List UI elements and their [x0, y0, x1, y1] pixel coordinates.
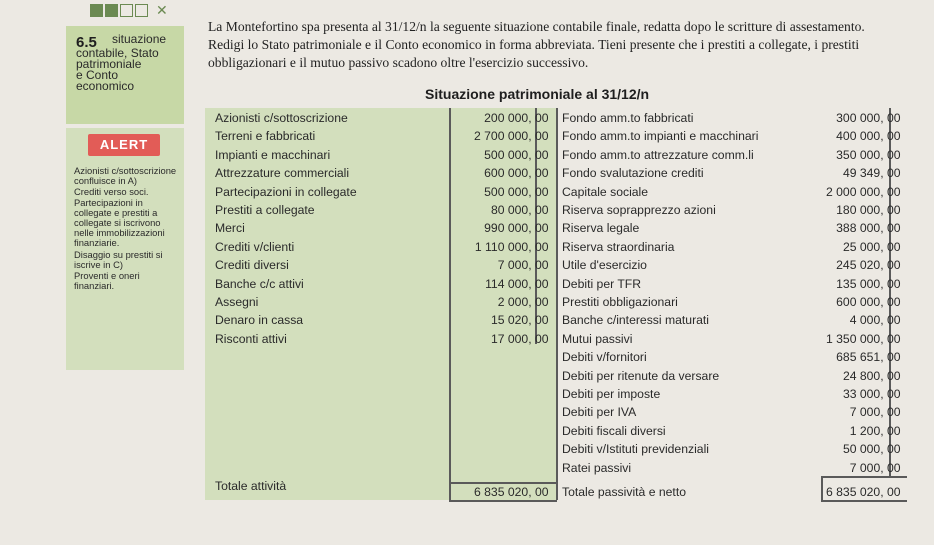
amount-decimal: 00: [535, 147, 549, 162]
liability-amount: 7 000, 00: [805, 403, 905, 421]
liability-label: Debiti per TFR: [562, 276, 642, 291]
liability-amount: 245 020, 00: [805, 256, 905, 274]
liability-amount: 24 800, 00: [805, 367, 905, 385]
liability-label: Fondo svalutazione crediti: [562, 166, 704, 181]
total-assets-label: Totale attività: [215, 479, 287, 493]
asset-amount: 500 000, 00: [449, 146, 553, 164]
liability-amount: 388 000, 00: [805, 219, 905, 237]
amount-decimal: 00: [535, 129, 549, 144]
amount-integer: 685 651: [836, 350, 881, 365]
amount-integer: 180 000: [836, 203, 881, 217]
amount-integer: 7 000: [497, 258, 529, 273]
empty-square-icon: [135, 4, 148, 17]
amount-integer: 2 000 000: [825, 184, 881, 199]
asset-label: Impianti e macchinari: [215, 147, 331, 162]
exercise-instructions: La Montefortino spa presenta al 31/12/n la seguente situazione contabile finale, redatta dopo le scritture di assestamento. Redigi lo Stato patrimoniale e il Conto economico in forma abbreviata. Tieni presente che i prestiti a collegate, i prestiti obbligazionari e il mutuo passivo scadono oltre l'esercizio successivo.: [208, 19, 865, 71]
amount-decimal: 00: [887, 276, 901, 291]
amount-integer: 7 000: [849, 460, 881, 475]
liability-amount: 33 000, 00: [805, 385, 905, 403]
amount-decimal: 00: [887, 184, 901, 199]
amount-decimal: 00: [887, 368, 901, 383]
amount-integer: 600 000: [836, 295, 881, 309]
amount-integer: 114 000: [485, 276, 529, 291]
amount-decimal: 00: [887, 147, 901, 162]
asset-label: Terreni e fabbricati: [215, 129, 316, 144]
amount-decimal: 00: [887, 460, 901, 475]
amount-decimal: 00: [887, 313, 901, 328]
asset-label: Partecipazioni in collegate: [215, 184, 357, 199]
liability-amount: 350 000, 00: [805, 146, 905, 164]
amount-integer: 80 000: [490, 203, 529, 217]
amount-decimal: 00: [535, 331, 549, 346]
liability-label: Debiti per ritenute da versare: [562, 368, 720, 383]
amount-integer: 50 000: [842, 442, 881, 457]
alert-badge: ALERT: [88, 134, 160, 156]
amount-integer: 33 000: [842, 387, 881, 401]
amount-integer: 1 110 000: [474, 239, 529, 254]
asset-label: Azionisti c/sottoscrizione: [215, 111, 348, 125]
asset-amount: 200 000, 00: [449, 109, 553, 127]
asset-label: Risconti attivi: [215, 331, 287, 346]
amount-decimal: 00: [535, 295, 549, 309]
amount-integer: 7 000: [849, 405, 881, 420]
liability-label: Prestiti obbligazionari: [562, 295, 678, 309]
asset-amount: 15 020, 00: [449, 311, 553, 329]
alert-note: Disaggio su prestiti si iscrive in C): [74, 248, 163, 270]
amount-decimal: 00: [535, 221, 549, 236]
column-divider: [556, 108, 558, 500]
asset-amount: 500 000, 00: [449, 183, 553, 201]
filled-square-icon: [105, 4, 118, 17]
amount-decimal: 00: [887, 239, 901, 254]
exercise-title-line: e Conto: [76, 68, 119, 82]
asset-label: Denaro in cassa: [215, 313, 304, 328]
liability-label: Riserva straordinaria: [562, 239, 675, 254]
liability-amount: 25 000, 00: [805, 238, 905, 256]
liability-amount: 300 000, 00: [805, 109, 905, 127]
amount-decimal: 00: [535, 239, 549, 254]
amount-integer: 350 000: [836, 147, 881, 162]
asset-amount: 1 110 000, 00: [449, 238, 553, 256]
liability-label: Fondo amm.to attrezzature comm.li: [562, 147, 754, 162]
liability-amount: 2 000 000, 00: [805, 183, 905, 201]
header-decoration: [90, 4, 168, 17]
amount-integer: 2 000: [497, 295, 529, 309]
asset-amount: 600 000, 00: [449, 164, 553, 182]
liability-amount: 1 350 000, 00: [805, 330, 905, 348]
amount-integer: 200 000: [484, 111, 529, 125]
amount-decimal: 00: [535, 166, 549, 181]
liability-label: Fondo amm.to impianti e macchinari: [562, 129, 759, 144]
amount-decimal: 00: [887, 203, 901, 217]
amount-decimal: 00: [887, 258, 901, 273]
liability-label: Riserva soprapprezzo azioni: [562, 203, 716, 217]
amount-integer: 245 020: [836, 258, 881, 273]
amount-decimal: 00: [887, 295, 901, 309]
close-icon: ✕: [156, 2, 168, 18]
liability-label: Debiti fiscali diversi: [562, 423, 666, 438]
liability-amount: 7 000, 00: [805, 459, 905, 477]
amount-decimal: 00: [887, 350, 901, 365]
liability-amount: 600 000, 00: [805, 293, 905, 311]
amount-integer: 500 000: [484, 147, 529, 162]
amount-integer: 1 350 000: [825, 331, 881, 346]
amount-decimal: 00: [887, 423, 901, 438]
liability-amount: 400 000, 00: [805, 127, 905, 145]
exercise-number: 6.5: [76, 34, 97, 51]
asset-label: Crediti diversi: [215, 258, 289, 273]
liability-label: Ratei passivi: [562, 460, 632, 475]
liability-amount: 685 651, 00: [805, 348, 905, 366]
amount-decimal: 00: [887, 221, 901, 236]
alert-note: Azionisti c/sottoscrizione confluisce in A): [74, 165, 177, 187]
exercise-title-line: situazione: [112, 32, 167, 46]
amount-integer: 4 000: [849, 313, 881, 328]
liability-label: Riserva legale: [562, 221, 640, 236]
amount-integer: 600 000: [484, 166, 529, 181]
amount-decimal: 00: [887, 405, 901, 420]
asset-amount: 990 000, 00: [449, 219, 553, 237]
filled-square-icon: [90, 4, 103, 17]
asset-amount: 114 000, 00: [449, 275, 553, 293]
amount-integer: 400 000: [836, 129, 881, 144]
asset-label: Prestiti a collegate: [215, 203, 315, 217]
asset-label: Banche c/c attivi: [215, 276, 304, 291]
liability-amount: 4 000, 00: [805, 311, 905, 329]
liability-label: Banche c/interessi maturati: [562, 313, 709, 328]
asset-amount: 2 700 000, 00: [449, 127, 553, 145]
amount-decimal: 00: [887, 485, 901, 499]
liability-label: Mutui passivi: [562, 331, 633, 346]
liability-amount: 135 000, 00: [805, 275, 905, 293]
liability-label: Debiti v/fornitori: [562, 350, 647, 365]
amount-integer: 15 020: [490, 313, 529, 328]
amount-integer: 135 000: [836, 276, 881, 291]
asset-label: Assegni: [215, 295, 259, 309]
amount-decimal: 00: [887, 387, 901, 401]
amount-decimal: 00: [887, 129, 901, 144]
asset-amount: 2 000, 00: [449, 293, 553, 311]
amount-integer: 300 000: [836, 111, 881, 125]
amount-integer: 24 800: [842, 368, 881, 383]
liability-label: Debiti per IVA: [562, 405, 637, 420]
liability-amount: 49 349, 00: [805, 164, 905, 182]
amount-decimal: 00: [887, 331, 901, 346]
alert-note: Proventi e oneri finanziari.: [74, 270, 140, 292]
liability-label: Utile d'esercizio: [562, 258, 647, 273]
exercise-title-line: patrimoniale: [76, 57, 142, 71]
amount-integer: 1 200: [849, 423, 881, 438]
total-liabilities-value: 6 835 020, 00: [805, 483, 905, 501]
amount-decimal: 00: [535, 258, 549, 273]
amount-decimal: 00: [535, 111, 549, 125]
amount-decimal: 00: [887, 166, 901, 181]
amount-integer: 49 349: [842, 166, 881, 181]
amount-decimal: 00: [535, 276, 549, 291]
liability-amount: 180 000, 00: [805, 201, 905, 219]
asset-amount: 80 000, 00: [449, 201, 553, 219]
alert-notes: [74, 166, 180, 292]
amount-integer: 6 835 020: [473, 485, 529, 499]
amount-integer: 388 000: [836, 221, 881, 236]
asset-amount: 7 000, 00: [449, 256, 553, 274]
exercise-title-line: contabile, Stato: [76, 46, 159, 60]
exercise-title-line: economico: [76, 79, 135, 93]
amount-decimal: 00: [535, 184, 549, 199]
amount-integer: 6 835 020: [825, 485, 881, 499]
liability-label: Capitale sociale: [562, 184, 649, 199]
total-liabilities-label: Totale passività e netto: [562, 485, 686, 499]
amount-decimal: 00: [535, 485, 549, 499]
liability-amount: 50 000, 00: [805, 440, 905, 458]
asset-label: Merci: [215, 221, 245, 236]
asset-label: Attrezzature commerciali: [215, 166, 350, 181]
liability-label: Debiti per imposte: [562, 387, 661, 401]
amount-integer: 500 000: [484, 184, 529, 199]
asset-amount: 17 000, 00: [449, 330, 553, 348]
amount-integer: 25 000: [842, 239, 881, 254]
alert-note: Crediti verso soci. Partecipazioni in collegate e prestiti a collegate si iscrivono nelle immobilizzazioni finanziarie.: [74, 186, 165, 249]
amount-integer: 990 000: [484, 221, 529, 236]
amount-integer: 17 000: [490, 331, 529, 346]
total-assets-value: 6 835 020, 00: [449, 483, 553, 501]
balance-table: [205, 108, 911, 504]
amount-decimal: 00: [887, 111, 901, 125]
amount-decimal: 00: [535, 313, 549, 328]
amount-decimal: 00: [887, 442, 901, 457]
liability-label: Debiti v/Istituti previdenziali: [562, 442, 709, 457]
table-title: Situazione patrimoniale al 31/12/n: [425, 86, 650, 102]
liability-label: Fondo amm.to fabbricati: [562, 111, 694, 125]
amount-integer: 2 700 000: [473, 129, 529, 144]
amount-decimal: 00: [535, 203, 549, 217]
empty-square-icon: [120, 4, 133, 17]
asset-label: Crediti v/clienti: [215, 239, 295, 254]
liability-amount: 1 200, 00: [805, 422, 905, 440]
